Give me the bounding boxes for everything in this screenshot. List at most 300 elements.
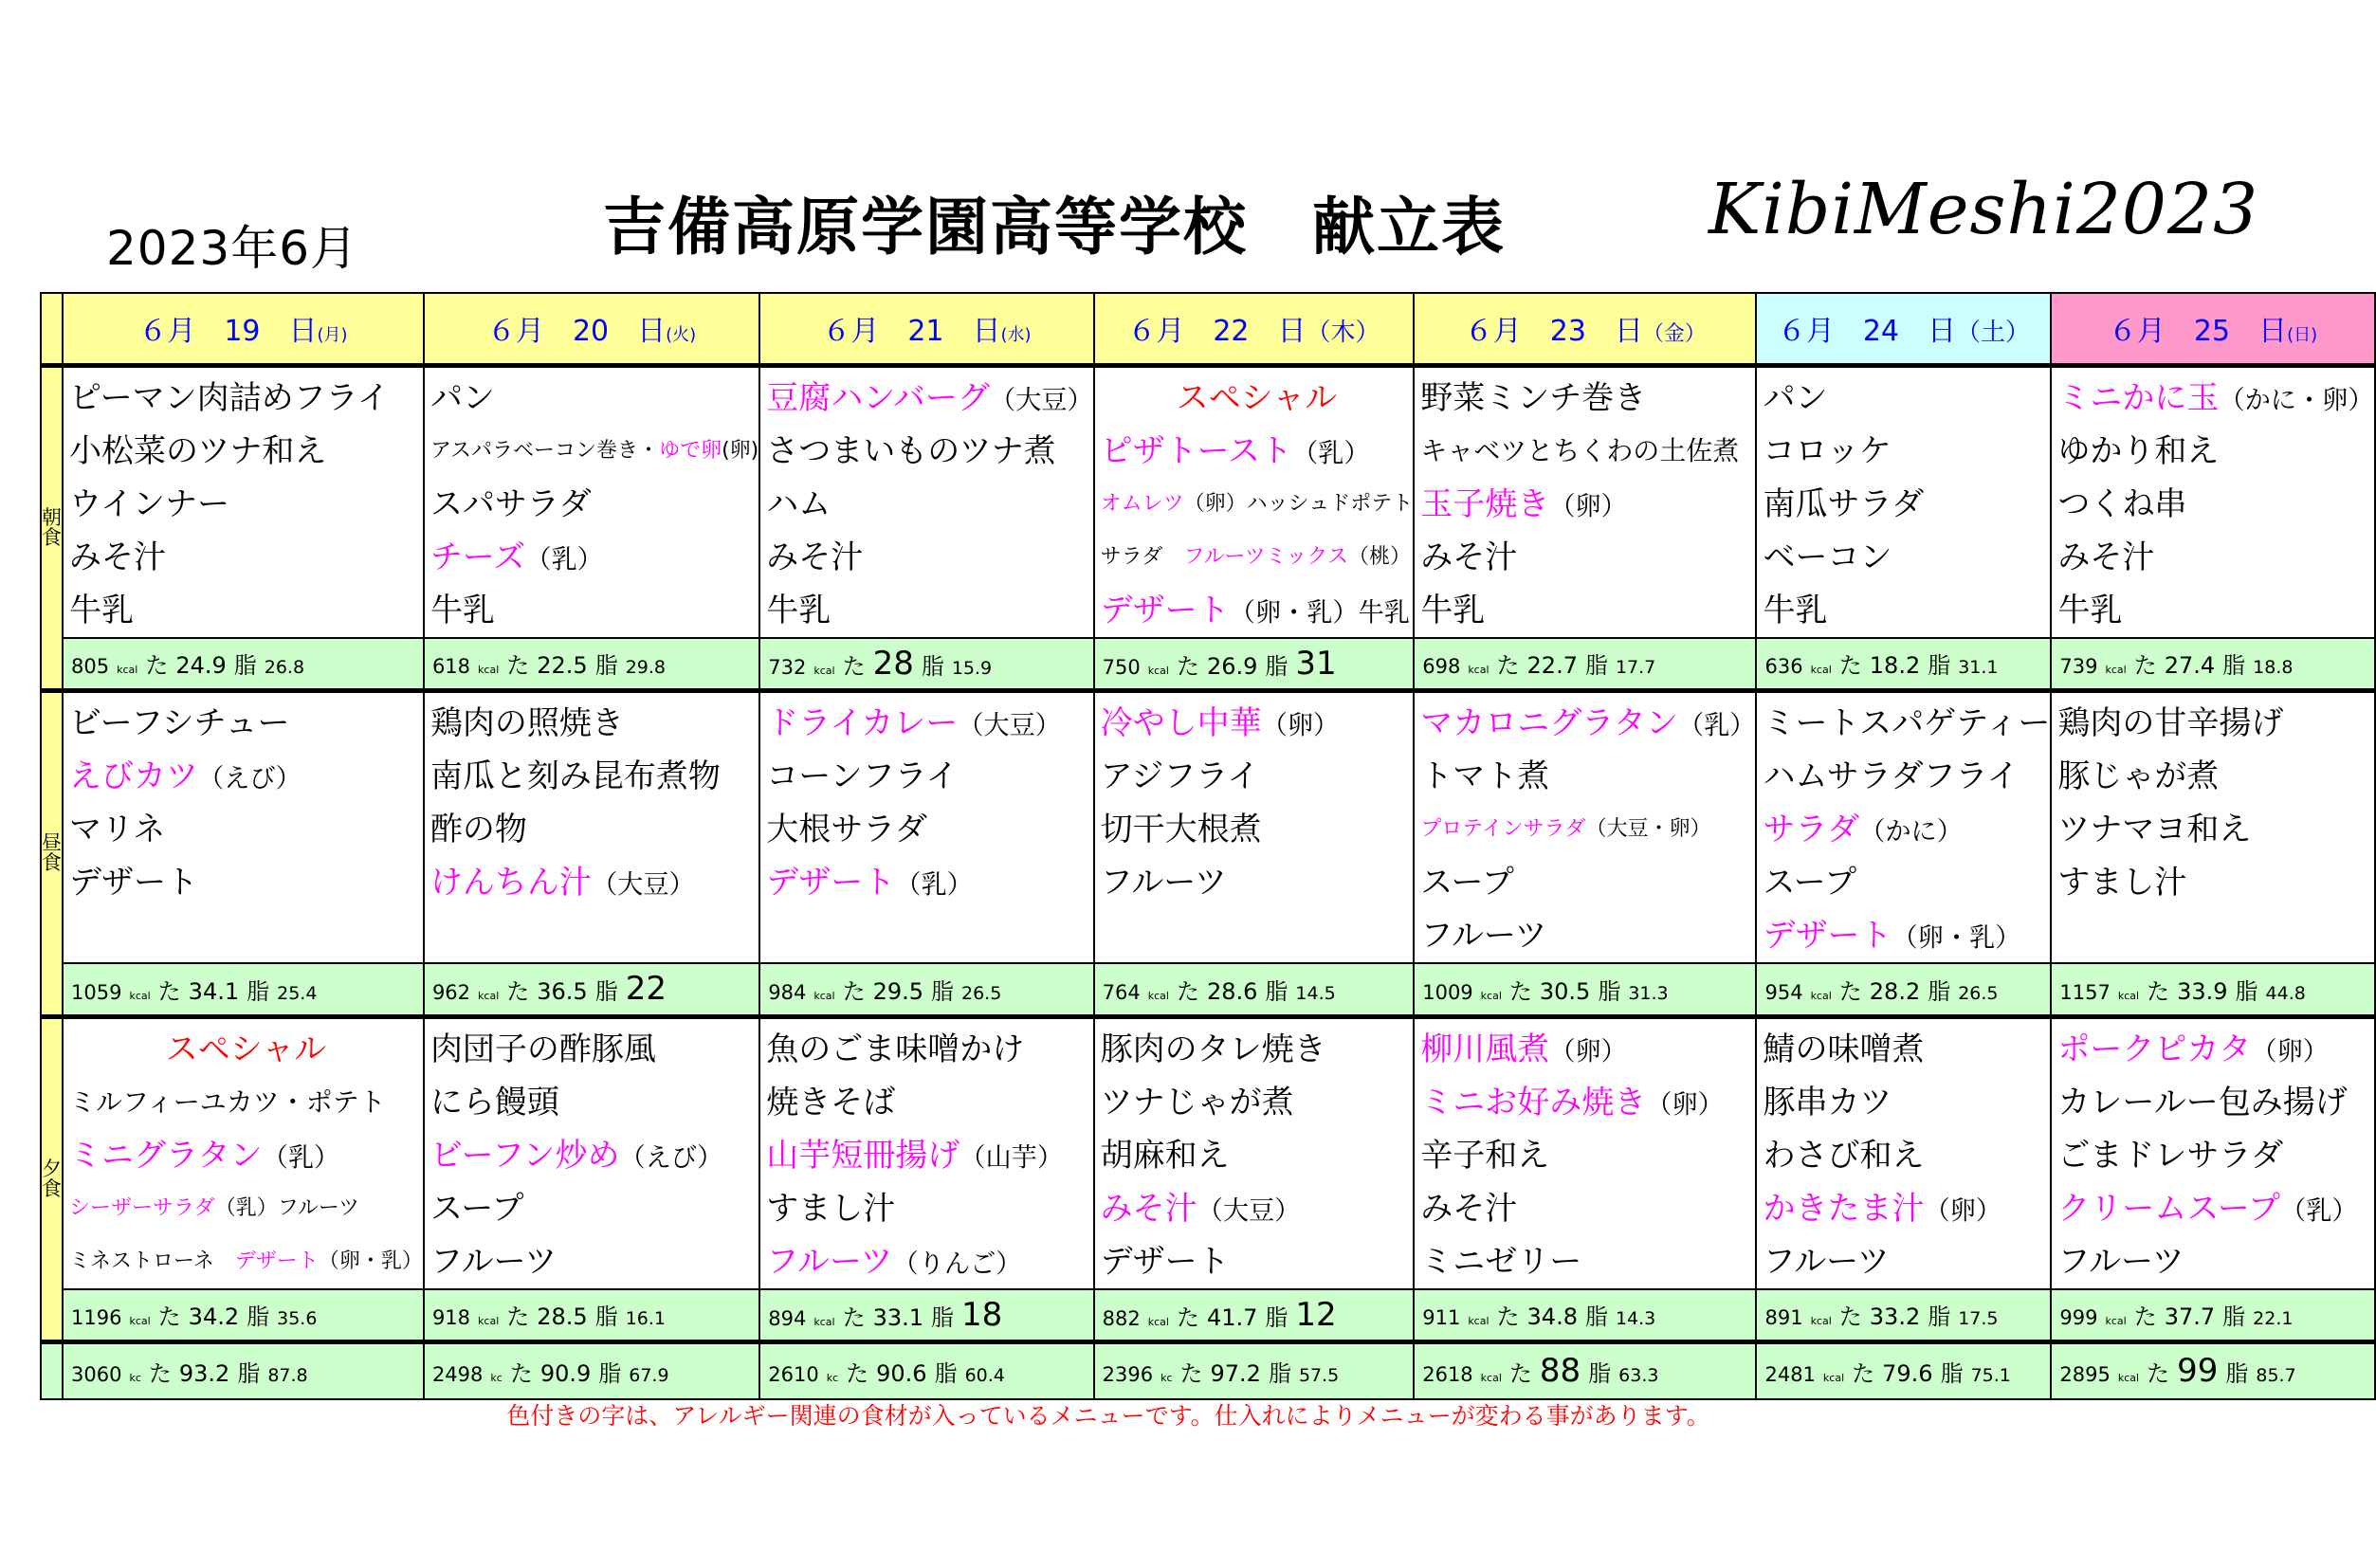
day-header — [63, 293, 424, 365]
kcal-value: 999 — [2059, 1306, 2098, 1330]
allergen-menu-text: フルーツ — [766, 1242, 893, 1281]
kcal-unit: kc — [826, 1371, 839, 1384]
lunch-row — [41, 691, 2375, 964]
menu-item — [430, 584, 758, 637]
kcal-value: 882 — [1102, 1306, 1141, 1330]
kcal-value: 962 — [431, 981, 471, 1005]
kcal-unit: kcal — [478, 1315, 500, 1328]
menu-text: トマト煮 — [1420, 757, 1550, 795]
menu-text: ツナマヨ和え — [2057, 811, 2252, 848]
menu-item — [766, 1076, 1092, 1129]
fat-label: 脂 — [1928, 652, 1951, 680]
menu-item — [2057, 856, 2373, 909]
fat-label: 脂 — [1588, 1360, 1612, 1388]
allergen-note: （えび） — [198, 764, 302, 793]
menu-item — [1420, 1182, 1755, 1235]
dinner-nutrition-row — [41, 1289, 2375, 1342]
menu-text: にら饅頭 — [430, 1083, 559, 1121]
menu-cell — [1414, 1016, 1756, 1289]
protein-label: た — [1179, 1359, 1203, 1387]
allergen-note: （えび） — [619, 1142, 723, 1173]
kcal-value: 2481 — [1764, 1362, 1816, 1386]
menu-item — [1101, 1129, 1414, 1182]
day-date: ６月 21 日 — [822, 315, 1001, 349]
meal-label-lunch: 昼食 — [41, 691, 63, 1017]
nutrition-cell — [1414, 1342, 1756, 1399]
menu-item — [1763, 856, 2050, 909]
menu-text: スープ — [1420, 864, 1514, 902]
menu-cell — [63, 1016, 424, 1289]
menu-item — [430, 697, 758, 750]
kcal-value: 2895 — [2059, 1363, 2111, 1387]
menu-item — [69, 1235, 423, 1288]
nutrition-cell — [1094, 1342, 1415, 1399]
nutrition-cell — [1094, 1289, 1415, 1342]
nutrition-cell — [759, 963, 1093, 1016]
menu-item — [69, 1076, 423, 1129]
kcal-unit: kcal — [1468, 1315, 1490, 1328]
menu-text: ハム — [766, 484, 832, 523]
day-weekday: （木） — [1306, 319, 1380, 348]
protein-value: 18.2 — [1869, 652, 1921, 680]
nutrition-cell — [1094, 638, 1415, 691]
menu-item — [1763, 584, 2050, 637]
nutrition-cell — [424, 963, 759, 1016]
menu-item — [1763, 478, 2050, 531]
protein-label: た — [506, 978, 530, 1006]
menu-item — [1420, 531, 1755, 584]
kcal-unit: kcal — [2105, 664, 2127, 677]
menu-text: ミネストローネ — [69, 1249, 235, 1273]
nutrition-cell — [759, 1289, 1093, 1342]
nutrition-cell — [2051, 638, 2374, 691]
fat-value: 31.1 — [1958, 657, 1999, 679]
fat-value: 31 — [1295, 644, 1337, 683]
protein-label: た — [506, 1304, 530, 1331]
allergen-menu-text: デザート — [1763, 917, 1892, 955]
menu-text: 牛乳 — [430, 591, 495, 629]
protein-label: た — [2147, 1360, 2170, 1388]
kcal-value: 1009 — [1422, 980, 1473, 1004]
menu-item — [1763, 750, 2050, 803]
menu-text: ミニゼリー — [1420, 1242, 1582, 1281]
menu-text: ゆかり和え — [2057, 431, 2220, 470]
fat-label: 脂 — [2225, 1360, 2249, 1388]
protein-value: 33.9 — [2177, 977, 2228, 1005]
allergen-menu-text: デザート — [1100, 591, 1230, 629]
allergen-menu-text: デザート — [766, 864, 896, 902]
menu-item — [766, 425, 1092, 478]
kcal-value: 1196 — [71, 1306, 122, 1330]
fat-value: 22.1 — [2253, 1308, 2294, 1330]
kcal-unit: kcal — [813, 1315, 835, 1328]
menu-cell — [424, 691, 759, 964]
fat-value: 29.8 — [625, 657, 666, 679]
menu-item — [1420, 1235, 1755, 1288]
fat-label: 脂 — [1598, 977, 1621, 1005]
protein-label: た — [1496, 652, 1520, 680]
fat-label: 脂 — [1928, 977, 1951, 1005]
protein-label: た — [842, 977, 866, 1005]
special-label: スペシャル — [165, 1030, 327, 1068]
menu-item — [766, 856, 1092, 909]
day-date: ６月 25 日 — [2108, 315, 2288, 349]
day-weekday: (日) — [2287, 325, 2318, 346]
fat-value: 26.8 — [264, 657, 305, 679]
menu-item — [69, 372, 423, 425]
menu-text: フルーツ — [1763, 1242, 1890, 1281]
menu-item — [1420, 1076, 1755, 1129]
menu-item — [766, 584, 1092, 637]
menu-item — [766, 1023, 1092, 1076]
menu-cell — [2051, 365, 2374, 638]
kcal-value: 636 — [1764, 655, 1803, 679]
kcal-value: 2396 — [1102, 1362, 1154, 1386]
kcal-unit: kcal — [2117, 1372, 2140, 1385]
protein-label: た — [842, 652, 866, 680]
menu-text: 魚のごま味噌かけ — [766, 1030, 1025, 1068]
kcal-value: 1059 — [71, 980, 122, 1004]
protein-value: 97.2 — [1210, 1359, 1261, 1387]
allergen-note: （乳） — [2280, 1195, 2358, 1226]
menu-text: ウインナー — [69, 484, 229, 523]
protein-value: 28.5 — [537, 1304, 588, 1331]
menu-item — [2057, 1129, 2373, 1182]
menu-text: ピーマン肉詰めフライ — [69, 378, 390, 417]
menu-item — [430, 1129, 758, 1182]
menu-item — [1101, 584, 1414, 637]
corner-cell — [41, 293, 63, 365]
menu-text: みそ汁 — [2057, 538, 2155, 576]
day-weekday: (月) — [317, 325, 348, 346]
protein-label: た — [1496, 1304, 1520, 1331]
menu-text: すまし汁 — [2057, 864, 2187, 902]
menu-item — [69, 478, 423, 531]
day-weekday: （土） — [1956, 319, 2031, 348]
allergen-menu-text: プロテインサラダ — [1420, 817, 1586, 841]
menu-item — [1763, 1129, 2050, 1182]
menu-item — [1763, 1235, 2050, 1288]
menu-item — [2057, 1023, 2373, 1076]
protein-label: た — [148, 1359, 172, 1387]
menu-cell — [2051, 1016, 2374, 1289]
menu-text: 酢の物 — [430, 811, 527, 848]
allergen-menu-text: 冷やし中華 — [1100, 704, 1262, 742]
menu-item — [1101, 478, 1414, 531]
protein-label: た — [2147, 977, 2170, 1005]
protein-value: 24.9 — [175, 652, 227, 680]
protein-value: 93.2 — [178, 1359, 230, 1387]
kcal-value: 911 — [1422, 1306, 1461, 1330]
fat-label: 脂 — [1928, 1304, 1951, 1331]
menu-item — [69, 584, 423, 637]
menu-item — [69, 1023, 423, 1076]
menu-text: 肉団子の酢豚風 — [430, 1030, 656, 1068]
protein-value: 36.5 — [537, 978, 588, 1006]
menu-cell — [424, 365, 759, 638]
menu-text: フルーツ — [430, 1242, 557, 1281]
kcal-unit: kcal — [1810, 989, 1832, 1002]
kcal-unit: kcal — [813, 989, 835, 1002]
kcal-unit: kc — [1161, 1371, 1173, 1384]
menu-item — [1101, 1235, 1414, 1288]
fat-value: 26.5 — [961, 982, 1002, 1004]
menu-item — [1101, 372, 1414, 425]
menu-cell — [424, 1016, 759, 1289]
menu-text: スープ — [1763, 864, 1857, 902]
allergen-note: （卵） — [1646, 1089, 1724, 1120]
menu-item — [430, 803, 758, 856]
protein-label: た — [1838, 1304, 1862, 1331]
brand-logo: KibiMeshi2023 — [1709, 169, 2259, 250]
fat-value: 16.1 — [625, 1308, 666, 1330]
protein-value: 29.5 — [872, 977, 923, 1005]
menu-item — [1101, 750, 1414, 803]
menu-text: カレールー包み揚げ — [2057, 1083, 2348, 1121]
menu-cell — [1094, 1016, 1415, 1289]
total-nutrition-row — [41, 1342, 2375, 1399]
menu-item — [766, 1129, 1092, 1182]
menu-text: さつまいものツナ煮 — [766, 431, 1056, 470]
kcal-value: 984 — [768, 980, 807, 1004]
nutrition-cell — [1414, 638, 1756, 691]
day-date: ６月 19 日 — [138, 315, 318, 349]
kcal-value: 918 — [431, 1306, 471, 1330]
menu-cell — [2051, 691, 2374, 964]
nutrition-cell — [2051, 1289, 2374, 1342]
day-header — [2051, 293, 2374, 365]
allergen-menu-text: シーザーサラダ — [69, 1195, 215, 1220]
dinner-row — [41, 1016, 2375, 1289]
allergen-note: （大豆） — [1197, 1195, 1301, 1226]
allergen-menu-text: けんちん汁 — [430, 864, 592, 902]
menu-item — [1763, 909, 2050, 962]
allergen-menu-text: ポークピカタ — [2057, 1030, 2252, 1068]
menu-text: アスパラベーコン巻き・ — [430, 438, 660, 463]
kcal-unit: kcal — [1480, 1372, 1502, 1385]
fat-label: 脂 — [1265, 977, 1289, 1005]
protein-label: た — [1508, 1360, 1532, 1388]
kcal-value: 764 — [1102, 980, 1141, 1004]
menu-item — [69, 1182, 423, 1235]
menu-text: わさび和え — [1763, 1136, 1925, 1175]
menu-item — [2057, 803, 2373, 856]
menu-item — [1420, 1023, 1755, 1076]
protein-value: 33.2 — [1869, 1304, 1921, 1331]
menu-text: 焼きそば — [766, 1083, 896, 1121]
menu-text: コーンフライ — [766, 757, 959, 795]
allergen-note: （大豆） — [958, 711, 1061, 740]
menu-item — [2057, 697, 2373, 750]
protein-label: た — [846, 1359, 869, 1387]
day-weekday: （金） — [1642, 322, 1706, 347]
menu-cell — [1756, 365, 2051, 638]
allergen-note: （乳） — [1677, 711, 1756, 740]
meal-label-dinner: 夕食 — [41, 1016, 63, 1342]
menu-item — [69, 531, 423, 584]
kcal-unit: kcal — [2105, 1315, 2127, 1328]
menu-item — [766, 1235, 1092, 1288]
fat-value: 18 — [961, 1295, 1003, 1334]
protein-value: 26.9 — [1206, 652, 1258, 680]
menu-cell — [759, 691, 1093, 964]
menu-item — [766, 531, 1092, 584]
nutrition-cell — [1756, 1342, 2051, 1399]
fat-label: 脂 — [1584, 652, 1608, 680]
protein-label: た — [509, 1359, 533, 1387]
kcal-unit: kcal — [1810, 664, 1832, 677]
menu-item — [430, 478, 758, 531]
allergen-menu-text: マカロニグラタン — [1420, 704, 1678, 742]
menu-text: 南瓜と刻み昆布煮物 — [430, 757, 721, 795]
fat-value: 26.5 — [1958, 982, 1999, 1004]
menu-text: マリネ — [69, 811, 166, 848]
fat-label: 脂 — [237, 1359, 261, 1387]
menu-item — [430, 1182, 758, 1235]
menu-text: 小松菜のツナ和え — [69, 431, 327, 470]
menu-item — [1763, 1182, 2050, 1235]
protein-label: た — [1176, 977, 1199, 1005]
nutrition-cell — [2051, 1342, 2374, 1399]
protein-label: た — [2133, 652, 2157, 680]
menu-text: ツナじゃが煮 — [1100, 1083, 1294, 1121]
protein-value: 41.7 — [1206, 1304, 1258, 1331]
menu-item — [1763, 1076, 2050, 1129]
kcal-value: 2498 — [431, 1362, 484, 1386]
menu-cell — [63, 691, 424, 964]
fat-label: 脂 — [921, 652, 944, 680]
protein-label: た — [2133, 1304, 2157, 1331]
nutrition-cell — [424, 1342, 759, 1399]
allergen-note: （山芋） — [960, 1142, 1064, 1173]
protein-value: 34.8 — [1526, 1304, 1578, 1331]
month-label: 2023年6月 — [106, 221, 359, 276]
menu-text: 鯖の味噌煮 — [1763, 1030, 1925, 1068]
menu-cell — [1756, 691, 2051, 964]
menu-item — [1101, 856, 1414, 909]
allergen-menu-text: クリームスープ — [2057, 1189, 2281, 1228]
protein-value: 28.2 — [1869, 977, 1921, 1005]
kcal-value: 739 — [2059, 655, 2098, 679]
allergen-menu-text: かきたま汁 — [1763, 1189, 1925, 1228]
protein-value: 90.9 — [539, 1359, 592, 1387]
menu-item — [430, 1076, 758, 1129]
menu-item — [430, 425, 758, 478]
protein-value: 33.1 — [872, 1304, 923, 1331]
menu-item — [1420, 856, 1755, 909]
menu-item — [1420, 478, 1755, 531]
menu-text: すまし汁 — [766, 1189, 896, 1228]
fat-value: 14.5 — [1295, 982, 1336, 1004]
menu-item — [2057, 1182, 2373, 1235]
kcal-value: 3060 — [71, 1362, 122, 1386]
menu-text: パン — [1763, 378, 1828, 417]
menu-text: デザート — [69, 864, 198, 902]
menu-item — [766, 1182, 1092, 1235]
menu-item — [2057, 372, 2373, 425]
allergen-note: （乳） — [525, 544, 603, 574]
allergen-menu-text: デザート — [234, 1249, 319, 1273]
fat-value: 18.8 — [2253, 657, 2294, 679]
fat-value: 12 — [1295, 1295, 1337, 1334]
menu-item — [69, 803, 423, 856]
kcal-value: 2618 — [1422, 1363, 1473, 1387]
kcal-value: 805 — [71, 655, 110, 679]
fat-value: 85.7 — [2256, 1365, 2296, 1387]
fat-label: 脂 — [2222, 1304, 2246, 1331]
protein-value: 22.7 — [1526, 652, 1578, 680]
protein-label: た — [1508, 977, 1532, 1005]
menu-cell — [1094, 691, 1415, 964]
date-header-row — [41, 293, 2375, 365]
kcal-unit: kcal — [1147, 1315, 1169, 1328]
kcal-unit: kcal — [1147, 989, 1169, 1002]
protein-value: 34.1 — [188, 977, 240, 1005]
menu-item — [1420, 425, 1755, 478]
menu-item — [1763, 531, 2050, 584]
fat-label: 脂 — [594, 1304, 618, 1331]
fat-value: 14.3 — [1615, 1308, 1656, 1330]
allergen-menu-text: サラダ — [1763, 811, 1860, 848]
allergen-menu-text: ミニお好み焼き — [1420, 1083, 1647, 1121]
menu-text: ごまドレサラダ — [2057, 1136, 2284, 1175]
kcal-unit: kcal — [117, 664, 138, 677]
fat-label: 脂 — [1940, 1359, 1964, 1387]
protein-label: た — [506, 652, 530, 680]
fat-value: 60.4 — [964, 1364, 1005, 1386]
nutrition-cell — [63, 1342, 424, 1399]
menu-text: ミートスパゲティー — [1763, 704, 2051, 742]
menu-item — [2057, 478, 2373, 531]
menu-item — [1763, 803, 2050, 856]
protein-value: 30.5 — [1539, 977, 1591, 1005]
allergen-note: （桃） — [1348, 544, 1412, 569]
allergen-menu-text: チーズ — [430, 538, 526, 576]
nutrition-cell — [1756, 638, 2051, 691]
allergen-note: （大豆） — [591, 870, 695, 900]
fat-label: 脂 — [247, 1304, 270, 1331]
menu-text: ミルフィーユカツ・ポテト — [69, 1085, 386, 1118]
menu-text: ハムサラダフライ — [1763, 757, 2020, 795]
fat-value: 57.5 — [1298, 1364, 1340, 1386]
menu-item — [1101, 803, 1414, 856]
allergen-menu-text: 山芋短冊揚げ — [766, 1136, 960, 1175]
day-header — [1094, 293, 1415, 365]
day-header — [759, 293, 1093, 365]
menu-item — [1420, 803, 1755, 856]
fat-label: 脂 — [1265, 1304, 1289, 1331]
fat-value: 63.3 — [1618, 1365, 1659, 1387]
allergen-note: （りんご） — [892, 1249, 1022, 1279]
allergen-note: （卵・乳） — [318, 1249, 423, 1273]
menu-text: 鶏肉の甘辛揚げ — [2057, 704, 2284, 742]
protein-value: 28.6 — [1206, 977, 1258, 1005]
protein-label: た — [1176, 652, 1199, 680]
fat-value: 17.7 — [1615, 657, 1656, 679]
menu-item — [69, 697, 423, 750]
menu-item — [1763, 697, 2050, 750]
menu-text: 牛乳 — [766, 591, 832, 629]
kcal-value: 2610 — [768, 1362, 819, 1386]
menu-text: 大根サラダ — [766, 811, 927, 848]
menu-text: スパサラダ — [430, 484, 592, 523]
fat-value: 87.8 — [267, 1364, 308, 1386]
menu-text: アジフライ — [1100, 757, 1260, 795]
menu-item — [766, 803, 1092, 856]
menu-item — [2057, 425, 2373, 478]
fat-label: 脂 — [931, 977, 954, 1005]
fat-value: 15.9 — [951, 657, 993, 679]
